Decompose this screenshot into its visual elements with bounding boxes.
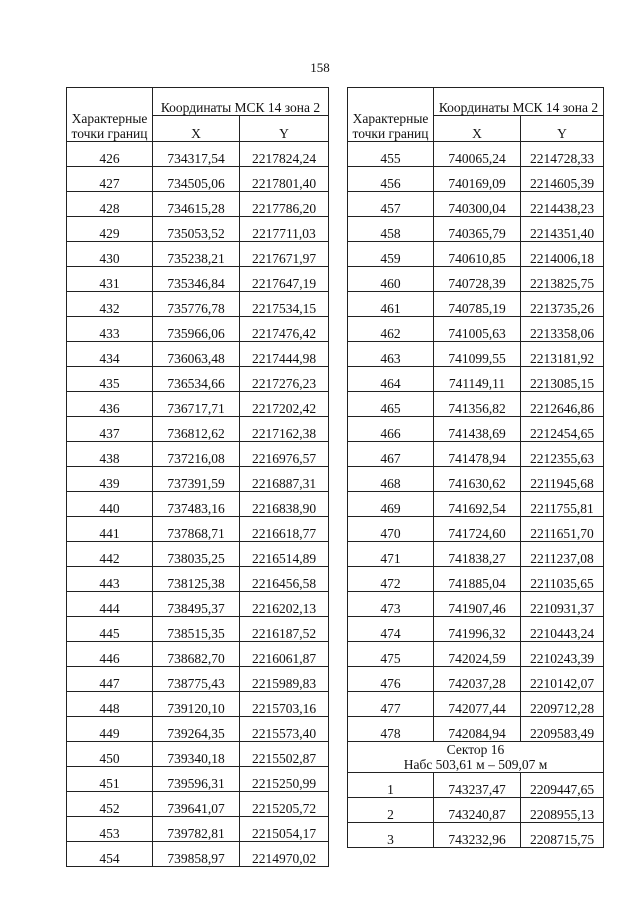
point-cell: 440 (67, 492, 153, 517)
x-cell: 737391,59 (153, 467, 240, 492)
x-cell: 738125,38 (153, 567, 240, 592)
sector-row (348, 798, 604, 823)
x-cell: 741438,69 (434, 417, 521, 442)
header-points-line1: Характерные (71, 111, 148, 126)
x-cell: 735346,84 (153, 267, 240, 292)
point-cell: 434 (67, 342, 153, 367)
x-cell: 736534,66 (153, 367, 240, 392)
table-row (67, 542, 329, 567)
table-row (67, 742, 329, 767)
header-points-line1: Характерные (352, 111, 429, 126)
table-row (67, 567, 329, 592)
table-row (348, 692, 604, 717)
point-cell: 451 (67, 767, 153, 792)
x-cell: 735966,06 (153, 317, 240, 342)
point-cell: 471 (348, 542, 434, 567)
sector-subtitle: Набс 503,61 м – 509,07 м (403, 757, 548, 772)
y-cell: 2216618,77 (240, 517, 329, 542)
table-row (348, 467, 604, 492)
point-cell: 474 (348, 617, 434, 642)
table-row (348, 517, 604, 542)
y-cell: 2212355,63 (521, 442, 604, 467)
x-cell: 739596,31 (153, 767, 240, 792)
y-cell: 2216976,57 (240, 442, 329, 467)
table-row (348, 667, 604, 692)
point-cell: 439 (67, 467, 153, 492)
table-row (348, 242, 604, 267)
point-cell: 437 (67, 417, 153, 442)
y-cell: 2217647,19 (240, 267, 329, 292)
point-cell: 459 (348, 242, 434, 267)
x-cell: 741692,54 (434, 492, 521, 517)
y-cell: 2217162,38 (240, 417, 329, 442)
x-cell: 736812,62 (153, 417, 240, 442)
x-cell: 741099,55 (434, 342, 521, 367)
y-cell: 2215205,72 (240, 792, 329, 817)
y-cell: 2210142,07 (521, 667, 604, 692)
point-cell: 477 (348, 692, 434, 717)
point-cell: 476 (348, 667, 434, 692)
point-cell: 444 (67, 592, 153, 617)
point-cell: 454 (67, 842, 153, 867)
x-cell: 736717,71 (153, 392, 240, 417)
x-cell: 743232,96 (434, 823, 521, 848)
y-cell: 2217534,15 (240, 292, 329, 317)
x-cell: 739264,35 (153, 717, 240, 742)
header-points-cell (348, 88, 434, 142)
x-cell: 734615,28 (153, 192, 240, 217)
point-cell: 438 (67, 442, 153, 467)
x-cell: 741630,62 (434, 467, 521, 492)
table-row (348, 592, 604, 617)
y-cell: 2214351,40 (521, 217, 604, 242)
y-cell: 2215989,83 (240, 667, 329, 692)
point-cell: 446 (67, 642, 153, 667)
x-cell: 740728,39 (434, 267, 521, 292)
x-cell: 740300,04 (434, 192, 521, 217)
point-cell: 448 (67, 692, 153, 717)
y-cell: 2214006,18 (521, 242, 604, 267)
table-row (348, 642, 604, 667)
point-cell: 464 (348, 367, 434, 392)
x-cell: 741149,11 (434, 367, 521, 392)
y-cell: 2217711,03 (240, 217, 329, 242)
y-cell: 2211237,08 (521, 542, 604, 567)
point-cell: 428 (67, 192, 153, 217)
point-cell: 473 (348, 592, 434, 617)
y-cell: 2209583,49 (521, 717, 604, 742)
header-y: Y (521, 116, 604, 142)
x-cell: 736063,48 (153, 342, 240, 367)
point-cell: 441 (67, 517, 153, 542)
x-cell: 742024,59 (434, 642, 521, 667)
y-cell: 2217276,23 (240, 367, 329, 392)
table-row (67, 142, 329, 167)
x-cell: 738682,70 (153, 642, 240, 667)
y-cell: 2214438,23 (521, 192, 604, 217)
table-row (67, 817, 329, 842)
coordinates-table-left (66, 87, 329, 867)
x-cell: 739641,07 (153, 792, 240, 817)
y-cell: 2215703,16 (240, 692, 329, 717)
table-row (67, 767, 329, 792)
y-cell: 2217476,42 (240, 317, 329, 342)
x-cell: 741005,63 (434, 317, 521, 342)
sector-row (348, 823, 604, 848)
x-cell: 740365,79 (434, 217, 521, 242)
table-row (67, 417, 329, 442)
point-cell: 456 (348, 167, 434, 192)
point-cell: 429 (67, 217, 153, 242)
y-cell: 2217786,20 (240, 192, 329, 217)
y-cell: 2217671,97 (240, 242, 329, 267)
y-cell: 2215054,17 (240, 817, 329, 842)
table-row (67, 442, 329, 467)
y-cell: 2215502,87 (240, 742, 329, 767)
x-cell: 740610,85 (434, 242, 521, 267)
table-row (67, 167, 329, 192)
y-cell: 2209447,65 (521, 773, 604, 798)
table-row (67, 517, 329, 542)
y-cell: 2212454,65 (521, 417, 604, 442)
point-cell: 3 (348, 823, 434, 848)
y-cell: 2215250,99 (240, 767, 329, 792)
y-cell: 2210243,39 (521, 642, 604, 667)
x-cell: 739120,10 (153, 692, 240, 717)
y-cell: 2213825,75 (521, 267, 604, 292)
x-cell: 737483,16 (153, 492, 240, 517)
table-row (348, 617, 604, 642)
x-cell: 738775,43 (153, 667, 240, 692)
coordinates-table-right (347, 87, 604, 848)
point-cell: 460 (348, 267, 434, 292)
x-cell: 737868,71 (153, 517, 240, 542)
point-cell: 478 (348, 717, 434, 742)
y-cell: 2216887,31 (240, 467, 329, 492)
y-cell: 2208955,13 (521, 798, 604, 823)
x-cell: 734317,54 (153, 142, 240, 167)
table-row (67, 292, 329, 317)
y-cell: 2210931,37 (521, 592, 604, 617)
y-cell: 2216061,87 (240, 642, 329, 667)
right-table-body (348, 142, 604, 742)
header-points-cell (67, 88, 153, 142)
point-cell: 472 (348, 567, 434, 592)
point-cell: 453 (67, 817, 153, 842)
table-row (67, 617, 329, 642)
point-cell: 457 (348, 192, 434, 217)
point-cell: 466 (348, 417, 434, 442)
y-cell: 2215573,40 (240, 717, 329, 742)
x-cell: 735238,21 (153, 242, 240, 267)
x-cell: 741356,82 (434, 392, 521, 417)
x-cell: 734505,06 (153, 167, 240, 192)
point-cell: 468 (348, 467, 434, 492)
y-cell: 2214970,02 (240, 842, 329, 867)
table-row (67, 242, 329, 267)
table-row (67, 692, 329, 717)
y-cell: 2211035,65 (521, 567, 604, 592)
x-cell: 740785,19 (434, 292, 521, 317)
point-cell: 467 (348, 442, 434, 467)
page-number: 158 (310, 60, 330, 75)
table-row (348, 167, 604, 192)
y-cell: 2216456,58 (240, 567, 329, 592)
x-cell: 741907,46 (434, 592, 521, 617)
y-cell: 2213358,06 (521, 317, 604, 342)
x-cell: 743240,87 (434, 798, 521, 823)
y-cell: 2213085,15 (521, 367, 604, 392)
point-cell: 431 (67, 267, 153, 292)
table-row (67, 192, 329, 217)
y-cell: 2217202,42 (240, 392, 329, 417)
point-cell: 433 (67, 317, 153, 342)
header-points-line2: точки границ (71, 126, 148, 141)
header-coordinates-group: Координаты МСК 14 зона 2 (153, 88, 329, 116)
x-cell: 740065,24 (434, 142, 521, 167)
x-cell: 740169,09 (434, 167, 521, 192)
x-cell: 739340,18 (153, 742, 240, 767)
point-cell: 462 (348, 317, 434, 342)
y-cell: 2217824,24 (240, 142, 329, 167)
table-row (348, 342, 604, 367)
header-x: X (434, 116, 521, 142)
point-cell: 461 (348, 292, 434, 317)
x-cell: 741838,27 (434, 542, 521, 567)
y-cell: 2217801,40 (240, 167, 329, 192)
sector-block (348, 742, 604, 773)
x-cell: 737216,08 (153, 442, 240, 467)
point-cell: 465 (348, 392, 434, 417)
x-cell: 741885,04 (434, 567, 521, 592)
table-row (67, 317, 329, 342)
point-cell: 463 (348, 342, 434, 367)
y-cell: 2213735,26 (521, 292, 604, 317)
y-cell: 2209712,28 (521, 692, 604, 717)
x-cell: 741996,32 (434, 617, 521, 642)
header-points-line2: точки границ (352, 126, 429, 141)
table-row (348, 392, 604, 417)
point-cell: 445 (67, 617, 153, 642)
y-cell: 2214605,39 (521, 167, 604, 192)
table-row (67, 667, 329, 692)
table-row (348, 492, 604, 517)
sector-title: Сектор 16 (446, 742, 505, 757)
table-row (348, 267, 604, 292)
y-cell: 2212646,86 (521, 392, 604, 417)
table-row (348, 292, 604, 317)
y-cell: 2211755,81 (521, 492, 604, 517)
point-cell: 432 (67, 292, 153, 317)
y-cell: 2211651,70 (521, 517, 604, 542)
x-cell: 735776,78 (153, 292, 240, 317)
left-table-body (67, 142, 329, 867)
table-row (348, 192, 604, 217)
point-cell: 430 (67, 242, 153, 267)
x-cell: 738495,37 (153, 592, 240, 617)
table-row (348, 417, 604, 442)
point-cell: 426 (67, 142, 153, 167)
header-y: Y (240, 116, 329, 142)
point-cell: 452 (67, 792, 153, 817)
x-cell: 743237,47 (434, 773, 521, 798)
table-row (67, 592, 329, 617)
point-cell: 447 (67, 667, 153, 692)
point-cell: 443 (67, 567, 153, 592)
x-cell: 739858,97 (153, 842, 240, 867)
table-row (348, 442, 604, 467)
x-cell: 741478,94 (434, 442, 521, 467)
point-cell: 449 (67, 717, 153, 742)
header-x: X (153, 116, 240, 142)
x-cell: 738515,35 (153, 617, 240, 642)
y-cell: 2213181,92 (521, 342, 604, 367)
y-cell: 2216187,52 (240, 617, 329, 642)
point-cell: 2 (348, 798, 434, 823)
table-row (67, 392, 329, 417)
table-row (67, 792, 329, 817)
point-cell: 436 (67, 392, 153, 417)
point-cell: 1 (348, 773, 434, 798)
table-row (67, 642, 329, 667)
table-row (348, 142, 604, 167)
table-row (67, 842, 329, 867)
y-cell: 2214728,33 (521, 142, 604, 167)
point-cell: 475 (348, 642, 434, 667)
table-row (67, 717, 329, 742)
y-cell: 2217444,98 (240, 342, 329, 367)
point-cell: 450 (67, 742, 153, 767)
point-cell: 458 (348, 217, 434, 242)
x-cell: 741724,60 (434, 517, 521, 542)
y-cell: 2216202,13 (240, 592, 329, 617)
sector-row (348, 773, 604, 798)
table-row (67, 367, 329, 392)
y-cell: 2211945,68 (521, 467, 604, 492)
y-cell: 2208715,75 (521, 823, 604, 848)
sector-header-cell (348, 742, 604, 773)
point-cell: 435 (67, 367, 153, 392)
point-cell: 442 (67, 542, 153, 567)
table-row (67, 492, 329, 517)
point-cell: 427 (67, 167, 153, 192)
x-cell: 742084,94 (434, 717, 521, 742)
header-coordinates-group: Координаты МСК 14 зона 2 (434, 88, 604, 116)
x-cell: 739782,81 (153, 817, 240, 842)
table-row (348, 317, 604, 342)
y-cell: 2216838,90 (240, 492, 329, 517)
table-row (348, 717, 604, 742)
y-cell: 2210443,24 (521, 617, 604, 642)
x-cell: 742037,28 (434, 667, 521, 692)
table-row (348, 567, 604, 592)
table-row (348, 217, 604, 242)
sector-table-body (348, 773, 604, 848)
table-row (67, 217, 329, 242)
x-cell: 735053,52 (153, 217, 240, 242)
table-row (348, 367, 604, 392)
table-row (67, 467, 329, 492)
x-cell: 738035,25 (153, 542, 240, 567)
table-row (348, 542, 604, 567)
point-cell: 455 (348, 142, 434, 167)
x-cell: 742077,44 (434, 692, 521, 717)
point-cell: 469 (348, 492, 434, 517)
table-row (67, 267, 329, 292)
table-row (67, 342, 329, 367)
y-cell: 2216514,89 (240, 542, 329, 567)
point-cell: 470 (348, 517, 434, 542)
